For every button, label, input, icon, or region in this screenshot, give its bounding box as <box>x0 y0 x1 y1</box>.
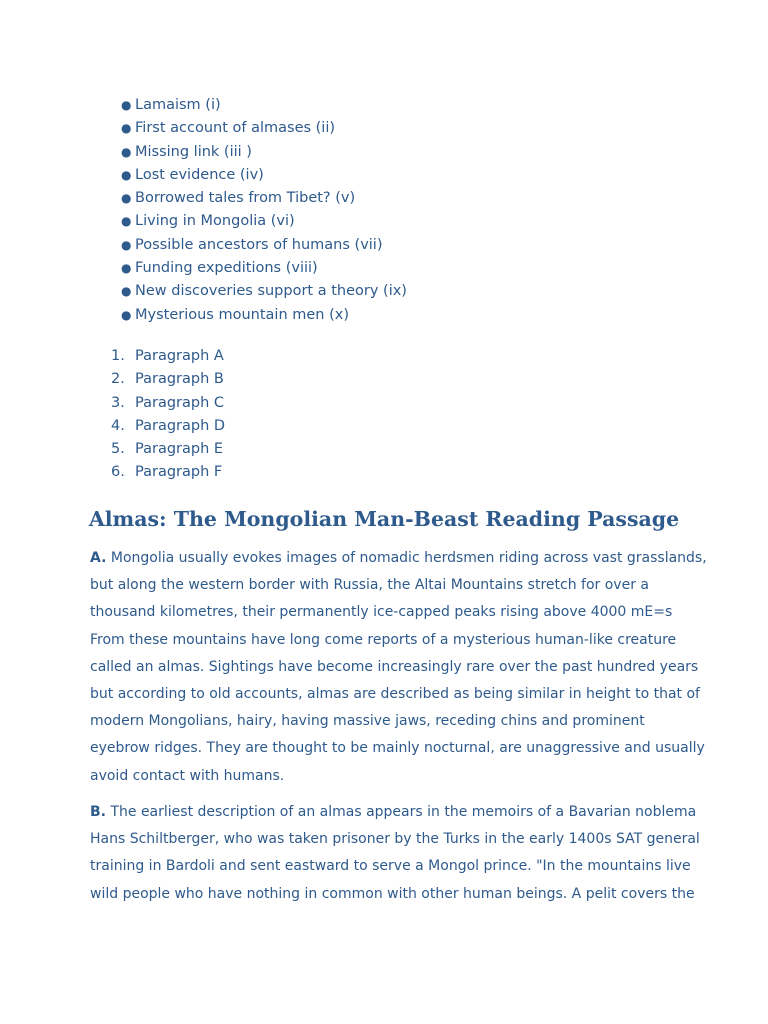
paragraph-line <box>90 545 707 572</box>
heading-label: New discoveries support a theory (ix) <box>135 283 407 300</box>
list-item <box>111 392 225 415</box>
bullet-icon: ● <box>121 237 132 252</box>
paragraph-line: wild people who have nothing in common with other human beings. A pelit covers the <box>90 885 695 902</box>
heading-label: Lamaism (i) <box>135 97 221 113</box>
heading-label: Mysterious mountain men (x) <box>135 306 349 323</box>
bullet-icon: ● <box>121 191 132 206</box>
list-item <box>121 234 407 257</box>
list-item <box>121 141 407 164</box>
paragraph-letter: A. <box>90 550 107 566</box>
bullet-icon: ● <box>121 307 132 322</box>
list-item <box>121 94 407 117</box>
page-title: Almas: The Mongolian Man-Beast Reading Passage <box>88 507 680 531</box>
heading-label: Lost evidence (iv) <box>135 166 264 183</box>
paragraph-letter: B. <box>90 804 106 820</box>
headings-list <box>121 94 407 327</box>
heading-label: Living in Mongolia (vi) <box>135 213 295 230</box>
bullet-icon: ● <box>121 167 132 182</box>
bullet-icon: ● <box>121 214 132 229</box>
bullet-icon: ● <box>121 144 132 159</box>
list-item <box>121 304 407 327</box>
list-item <box>111 461 225 484</box>
paragraph-a <box>90 545 707 790</box>
paragraph-label: Paragraph F <box>135 464 223 481</box>
paragraph-line: avoid contact with humans. <box>90 767 285 784</box>
bullet-icon: ● <box>121 261 132 276</box>
heading-label: Possible ancestors of humans (vii) <box>135 236 383 253</box>
paragraph-line: but according to old accounts, almas are described as being similar in height to that of <box>90 685 700 702</box>
list-item <box>121 117 407 140</box>
paragraph-line: thousand kilometres, their permanently ice-capped peaks rising above 4000 mE=s <box>90 604 673 621</box>
paragraph-line: From these mountains have long come reports of a mysterious human-like creature <box>90 631 677 648</box>
list-number: 4. <box>111 417 125 434</box>
heading-label: First account of almases (ii) <box>135 120 336 137</box>
list-number: 2. <box>111 371 125 388</box>
list-item <box>121 257 407 280</box>
paragraph-label: Paragraph D <box>135 417 226 434</box>
paragraph-label: Paragraph C <box>135 394 225 411</box>
paragraph-line: eyebrow ridges. They are thought to be mainly nocturnal, are unaggressive and usually <box>90 740 705 757</box>
list-item <box>121 280 407 303</box>
list-number: 1. <box>111 348 125 364</box>
list-item <box>111 368 225 391</box>
bullet-icon: ● <box>121 121 132 136</box>
list-item <box>121 187 407 210</box>
paragraph-label: Paragraph B <box>135 371 224 388</box>
list-item <box>111 438 225 461</box>
list-number: 6. <box>111 464 125 481</box>
bullet-icon: ● <box>121 284 132 299</box>
list-item <box>121 210 407 233</box>
paragraph-line: modern Mongolians, hairy, having massive jaws, receding chins and prominent <box>90 713 645 730</box>
paragraph-line: but along the western border with Russia, the Altai Mountains stretch for over a <box>90 577 649 594</box>
list-number: 3. <box>111 394 125 411</box>
paragraph-b <box>90 799 700 908</box>
heading-label: Borrowed tales from Tibet? (v) <box>135 190 356 207</box>
paragraph-line: called an almas. Sightings have become increasingly rare over the past hundred years <box>90 658 699 675</box>
paragraph-label: Paragraph E <box>135 441 224 458</box>
paragraph-list <box>111 345 226 485</box>
heading-label: Funding expeditions (viii) <box>135 260 318 277</box>
paragraph-line: training in Bardoli and sent eastward to serve a Mongol prince. "In the mountains live <box>90 858 691 875</box>
list-item <box>111 345 225 368</box>
paragraph-line <box>90 799 697 826</box>
bullet-icon: ● <box>121 98 132 112</box>
paragraph-label: Paragraph A <box>135 348 224 364</box>
paragraph-text: The earliest description of an almas appears in the memoirs of a Bavarian noblema <box>106 804 697 820</box>
list-number: 5. <box>111 441 125 458</box>
list-item <box>111 415 226 438</box>
heading-label: Missing link (iii ) <box>135 143 252 160</box>
list-item <box>121 164 407 187</box>
paragraph-line: Hans Schiltberger, who was taken prisoner by the Turks in the early 1400s SAT general <box>90 831 700 848</box>
paragraph-text: Mongolia usually evokes images of nomadic herdsmen riding across vast grasslands, <box>106 550 707 566</box>
